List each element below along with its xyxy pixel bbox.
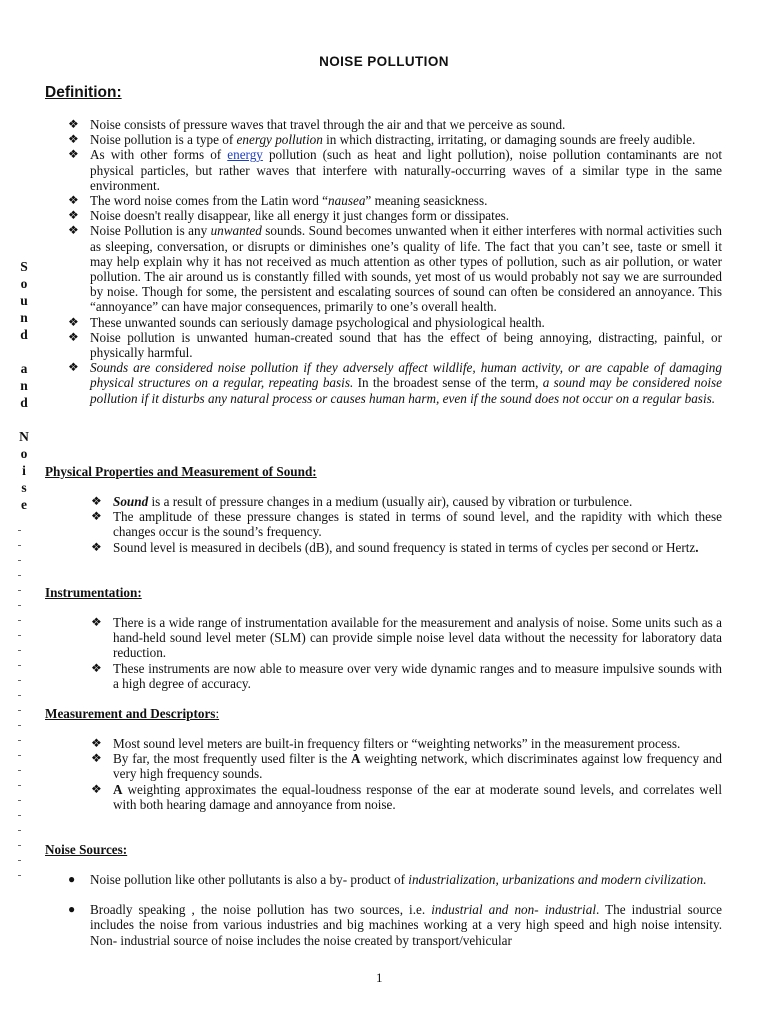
list-item: ❖ Sound level is measured in decibels (dB), and sound frequency is stated in terms of cycles per second or Hertz. [91,539,699,555]
diamond-bullet-icon: ❖ [91,494,102,508]
measurement-heading: Measurement and Descriptors: [45,706,220,721]
list-item: ❖ Noise pollution is unwanted human-created sound that has the effect of being annoying, distracting, painful, or physically harmful. [68,329,722,361]
diamond-bullet-icon: ❖ [91,781,102,796]
side-letter: i [22,463,26,478]
instrumentation-heading: Instrumentation: [45,585,142,600]
diamond-bullet-icon: ❖ [91,660,102,675]
noise-sources-list [68,872,722,948]
noise-sources-heading: Noise Sources: [45,842,128,857]
dot-bullet-icon: ● [68,872,76,886]
definition-heading: Definition: [45,84,122,101]
physical-properties-list [91,494,722,555]
side-letter: s [21,480,27,495]
list-item: ● Noise pollution like other pollutants is also a by- product of industrialization, urbanizations and modern civilization. [68,872,707,887]
list-item: ❖ Noise doesn't really disappear, like all energy it just changes form or dissipates. [68,208,510,224]
side-letter: d [20,395,28,410]
side-letter: a [20,361,28,376]
list-item: ❖ A weighting approximates the equal-loudness response of the ear at moderate sound levels, and correlates well with both hearing damage and annoyance from noise. [91,781,722,812]
list-item: ❖ As with other forms of energy pollution (such as heat and light pollution), noise pollution contaminants are not physical particles, but rather waves that interfere with naturally-occurring waves of a similar type in the same environment. [68,147,722,193]
diamond-bullet-icon: ❖ [91,615,102,629]
margin-marks [18,530,24,890]
list-item: ❖ Noise consists of pressure waves that travel through the air and that we perceive as sound. [68,117,566,132]
side-letter: N [19,429,29,444]
list-item: ❖ Sounds are considered noise pollution if they adversely affect wildlife, human activity, or are capable of damaging physical structures on a regular, repeating basis. In the broadest sense of the term, a sound may be considered noise pollution if it disturbs any natural process or causes human harm, even if the sound does not occur on a regular basis. [68,360,722,406]
page-title: NOISE POLLUTION [319,54,449,69]
side-letter: d [20,327,28,342]
diamond-bullet-icon: ❖ [68,193,79,208]
side-letter [17,411,31,428]
list-item: ❖ Noise pollution is a type of energy pollution in which distracting, irritating, or damaging sounds are freely audible. [68,132,696,148]
instrumentation-list [91,615,722,691]
diamond-bullet-icon: ❖ [68,132,79,147]
diamond-bullet-icon: ❖ [68,117,79,131]
diamond-bullet-icon: ❖ [68,360,79,375]
side-letter [17,343,31,360]
list-item: ❖ These instruments are now able to measure over very wide dynamic ranges and to measure impulsive sounds with a high degree of accuracy. [91,660,722,691]
side-letter: o [20,446,28,461]
list-item: ❖ The amplitude of these pressure changes is stated in terms of sound level, and the rapidity with which these changes occur is the sound’s frequency. [91,509,722,540]
dot-bullet-icon: ● [68,902,76,917]
diamond-bullet-icon: ❖ [91,539,102,554]
energy-link[interactable]: energy [227,147,263,163]
diamond-bullet-icon: ❖ [68,223,79,238]
list-item: ❖ These unwanted sounds can seriously damage psychological and physiological health. [68,314,545,330]
list-item: ❖ Sound is a result of pressure changes in a medium (usually air), caused by vibration or turbulence. [91,494,633,509]
list-item: ❖ Most sound level meters are built-in frequency filters or “weighting networks” in the measurement process. [91,736,681,751]
page-number: 1 [376,970,383,985]
list-item: ❖ By far, the most frequently used filter is the A weighting network, which discriminates against low frequency and very high frequency sounds. [91,751,722,782]
list-item: ● Broadly speaking , the noise pollution has two sources, i.e. industrial and non- industrial. The industrial source includes the noise from various industries and big machines working at a very high speed and high noise intensity. Non- industrial source of noise includes the noise created by transport/vehicular [68,902,722,948]
side-letter: n [20,310,28,325]
list-item: ❖ The word noise comes from the Latin word “nausea” meaning seasickness. [68,193,488,209]
list-item: ❖ Noise Pollution is any unwanted sounds. Sound becomes unwanted when it either interferes with normal activities such as sleeping, conversation, or disrupts or diminishes one’s quality of life. The fact that you can’t see, taste or smell it may help explain why it has not received as much attention as other types of pollution, such as air pollution, or water pollution. The air around us is constantly filled with sounds, yet most of us would probably not say we are surrounded by noise. Though for some, the persistent and escalating sources of sound can often be considered an annoyance. This “annoyance” can have major consequences, primarily to one’s overall health. [68,223,723,315]
side-letter: S [20,259,28,274]
diamond-bullet-icon: ❖ [68,208,79,223]
physical-properties-heading: Physical Properties and Measurement of Sound: [45,464,317,479]
definition-list [68,117,723,406]
list-item: ❖ There is a wide range of instrumentation available for the measurement and analysis of noise. Some units such as a hand-held sound level meter (SLM) can provide simple noise level data without the necessity for laboratory data reduction. [91,615,722,661]
diamond-bullet-icon: ❖ [91,509,102,524]
side-letter: e [21,497,27,512]
side-letter: n [20,378,28,393]
vertical-side-text [17,258,31,513]
diamond-bullet-icon: ❖ [91,751,102,766]
diamond-bullet-icon: ❖ [68,314,79,329]
diamond-bullet-icon: ❖ [91,736,102,750]
side-letter: u [20,293,28,308]
side-letter: o [20,276,28,291]
diamond-bullet-icon: ❖ [68,147,79,162]
diamond-bullet-icon: ❖ [68,329,79,344]
measurement-list [91,736,722,812]
